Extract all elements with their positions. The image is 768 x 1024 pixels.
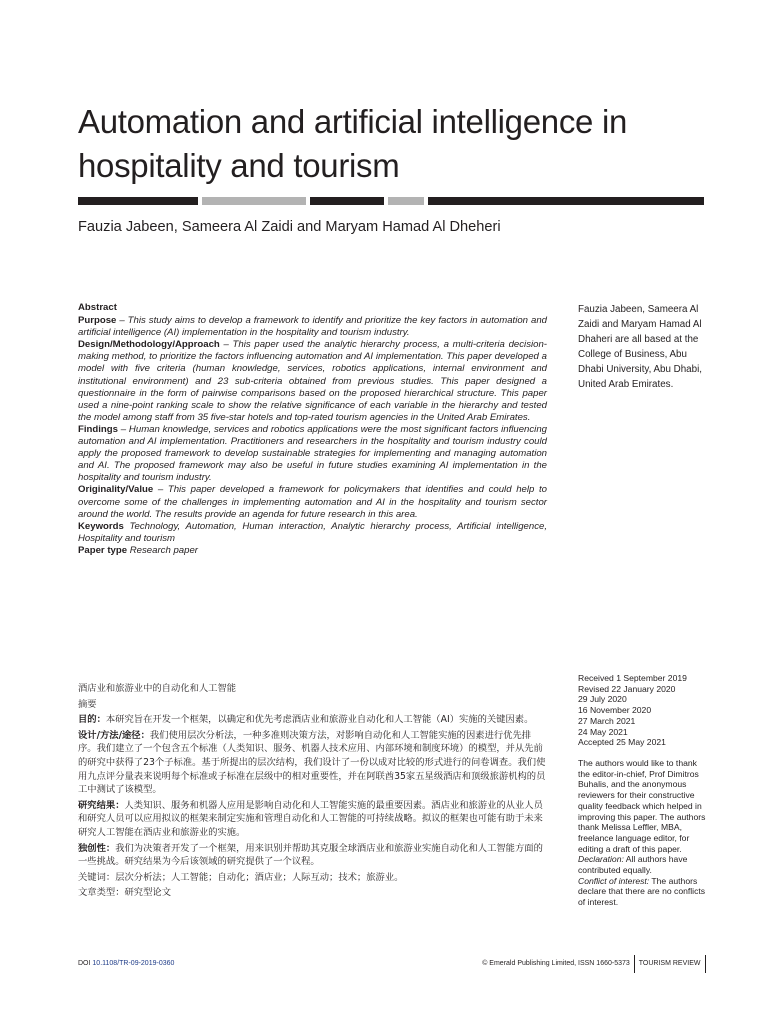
originality-text: – This paper developed a framework for policymakers that identifies and could help to overcome some of the challenges in implementing automation and AI in the hospitality and tourism sector around the world. The results provide an agenda for future research in this area. [78, 484, 547, 520]
doi-label: DOI [78, 960, 91, 967]
rule-segment-light [202, 197, 306, 205]
keywords-label: Keywords [78, 520, 124, 532]
footer-divider [634, 955, 635, 973]
author-notes [578, 758, 710, 908]
conflict-label: Conflict of interest: [578, 875, 650, 886]
date-line: Revised 22 January 2020 [578, 683, 676, 694]
purpose-text: – This study aims to develop a framework to identify and prioritize the key factors in automation and artificial intelligence (AI) implementation in the hospitality and tourism industry. [78, 315, 547, 339]
zh-findings-label: 研究结果： [78, 799, 125, 811]
article-title: Automation and artificial intelligence in hospitality and tourism [78, 103, 628, 184]
keywords-text: Technology, Automation, Human interaction, Analytic hierarchy process, Artificial intelligence, Hospitality and tourism [78, 520, 547, 544]
doi-link[interactable]: 10.1108/TR-09-2019-0360 [92, 960, 175, 967]
zh-purpose [78, 713, 548, 727]
zh-keywords-label: 关键词： [78, 871, 116, 883]
conflict-of-interest [578, 876, 710, 908]
zh-purpose-label: 目的： [78, 714, 106, 726]
journal-name: TOURISM REVIEW [638, 960, 701, 967]
declaration [578, 854, 710, 875]
article-history [578, 673, 710, 748]
rule-segment-dark [310, 197, 384, 205]
zh-originality-label: 独创性： [78, 842, 116, 854]
zh-purpose-text: 本研究旨在开发一个框架，以确定和优先考虑酒店业和旅游业自动化和人工智能（AI）实施的关键因素。 [105, 714, 534, 726]
purpose-label: Purpose [78, 315, 117, 327]
zh-findings-text: 人类知识、服务和机器人应用是影响自动化和人工智能实施的最重要因素。酒店业和旅游业的从业人员和研究人员可以应用拟议的框架来制定实施和管理自动化和人工智能的可持续战略。拟议的框架也可能有助于未来研究人工智能在酒店业和旅游业的实施。 [78, 799, 543, 838]
abstract-design [78, 339, 547, 424]
doi-line [78, 959, 174, 969]
rule-segment-dark [428, 197, 704, 205]
zh-design [78, 729, 548, 797]
zh-heading: 摘要 [78, 698, 97, 710]
originality-label: Originality/Value [78, 484, 154, 496]
footer-divider [705, 955, 707, 973]
author-affiliation: Fauzia Jabeen, Sameera Al Zaidi and Maryam Hamad Al Dhaheri are all based at the College of Business, Abu Dhabi University, Abu Dhabi, United Arab Emirates. [578, 304, 702, 390]
date-line: 24 May 2021 [578, 726, 628, 737]
footer-publisher [482, 955, 706, 973]
abstract-paper-type [78, 545, 547, 557]
findings-label: Findings [78, 423, 118, 435]
author-list: Fauzia Jabeen, Sameera Al Zaidi and Maryam Hamad Al Dheheri [78, 219, 501, 235]
publisher-text: © Emerald Publishing Limited, ISSN 1660-5373 [482, 960, 630, 967]
date-line: Accepted 25 May 2021 [578, 737, 666, 748]
english-abstract [78, 302, 547, 557]
paper-type-label: Paper type [78, 544, 128, 556]
title-rule [78, 197, 704, 205]
rule-segment-light [388, 197, 424, 205]
declaration-text: All authors have contributed equally. [578, 854, 688, 876]
abstract-purpose [78, 315, 547, 339]
zh-title: 酒店业和旅游业中的自动化和人工智能 [78, 683, 237, 694]
zh-design-label: 设计/方法/途径： [78, 729, 150, 741]
design-label: Design/Methodology/Approach [78, 339, 220, 351]
date-line: 16 November 2020 [578, 705, 652, 716]
zh-paper-type-label: 文章类型： [78, 887, 125, 899]
zh-keywords [78, 871, 548, 885]
paper-type-text: Research paper [129, 544, 198, 556]
design-text: – This paper used the analytic hierarchy process, a multi-criteria decision-making method, to prioritize the factors influencing automation and AI implementation. This paper developed a model with five criteria (human knowledge, services, robotics applications, internal environment and institutional environment) and 23 sub-criteria obtained from previous studies. This paper designed a questionnaire in the form of pairwise comparisons based on the proposed hierarchical structure. This paper used a nine-point ranking scale to show the relative significance of each variable in the hierarchy and tested the model among staff from 35 five-star hotels and top-rated tourism agencies in the United Arab Emirates. [78, 339, 547, 423]
zh-findings [78, 799, 548, 840]
zh-keywords-text: 层次分析法；人工智能；自动化；酒店业；人际互动；技术；旅游业。 [115, 871, 404, 883]
abstract-keywords [78, 521, 547, 545]
conflict-text: The authors declare that there are no conflicts of interest. [578, 875, 706, 908]
date-line: 29 July 2020 [578, 694, 627, 705]
date-line: Received 1 September 2019 [578, 673, 687, 683]
declaration-label: Declaration: [578, 854, 624, 865]
zh-originality [78, 842, 548, 869]
abstract-findings [78, 424, 547, 484]
acknowledgements: The authors would like to thank the editor-in-chief, Prof Dimitros Buhalis, and the anonymous reviewers for their constructive quality feedback which helped in improving this paper. The authors thank Melissa Leffler, MBA, freelance language editor, for editing a draft of this paper. [578, 758, 706, 854]
chinese-abstract [78, 682, 548, 902]
rule-segment-dark [78, 197, 198, 205]
abstract-heading: Abstract [78, 302, 117, 313]
findings-text: – Human knowledge, services and robotics applications were the most significant factors influencing automation and AI implementation. Practitioners and researchers in the hospitality and tourism industry could apply the proposed framework to develop sustainable strategies for implementing and managing automation and AI. The proposed framework may also be useful in future studies examining AI implementation in the hospitality and tourism industry. [78, 423, 547, 484]
abstract-originality [78, 484, 547, 520]
zh-paper-type [78, 886, 548, 900]
zh-paper-type-text: 研究型论文 [124, 887, 171, 899]
date-line: 27 March 2021 [578, 715, 636, 726]
zh-design-text: 我们使用层次分析法，一种多准则决策方法，对影响自动化和人工智能实施的因素进行优先排序。我们建立了一个包含五个标准（人类知识、服务、机器人技术应用、内部环境和制度环境）的模型，并从先前的研究中获得了23个子标准。基于所提出的层次结构，我们设计了一份以成对比较的形式进行的问卷调查。我们使用九点评分量表来说明每个标准或子标准在层级中的相对重要性，并在阿联酋35家五星级酒店和顶级旅游机构的员工中测试了该模型。 [78, 729, 546, 796]
zh-originality-text: 我们为决策者开发了一个框架，用来识别并帮助其克服全球酒店业和旅游业实施自动化和人工智能方面的一些挑战。研究结果为今后该领域的研究提供了一个议程。 [78, 842, 543, 868]
